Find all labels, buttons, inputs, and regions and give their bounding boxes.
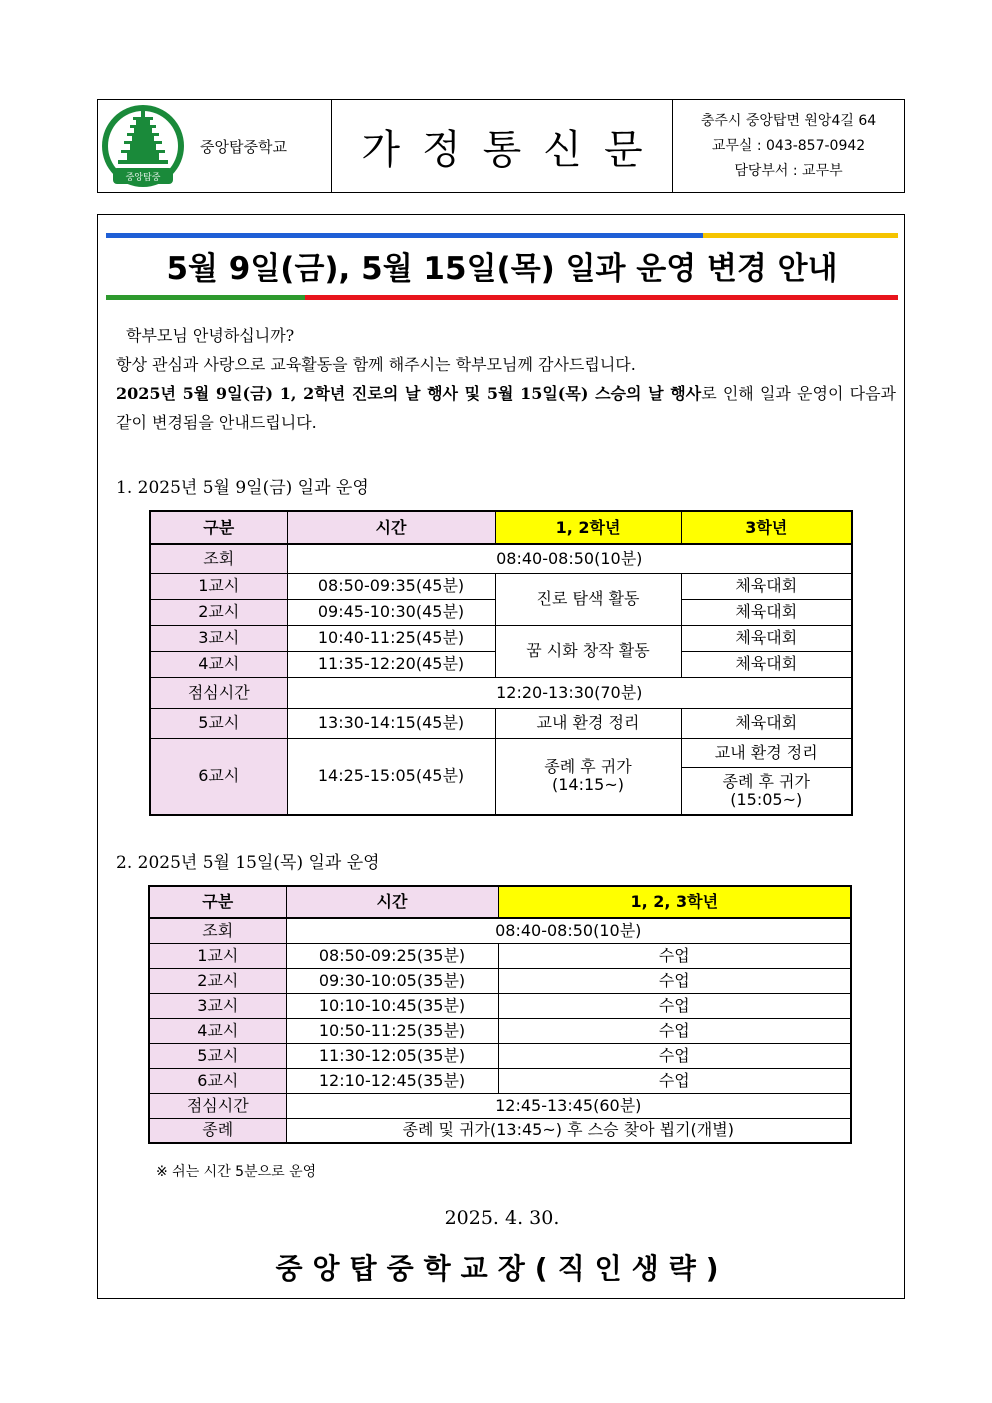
reason-paragraph	[116, 379, 896, 437]
grade3-activity: 체육대회	[681, 708, 852, 738]
table-row	[149, 1068, 851, 1093]
thanks-line: 항상 관심과 사랑으로 교육활동을 함께 해주시는 학부모님께 감사드립니다.	[116, 355, 636, 374]
top-bar-blue	[106, 233, 703, 238]
table-row	[150, 708, 852, 738]
row-time: 12:10-12:45(35분)	[286, 1068, 498, 1093]
row-label: 종례	[149, 1118, 286, 1143]
grade3-activity: 체육대회	[681, 599, 852, 625]
schedule-table-may9	[149, 510, 853, 816]
row-time: 09:30-10:05(35분)	[286, 968, 498, 993]
row-label: 3교시	[149, 993, 286, 1018]
grade3-activity	[681, 767, 852, 815]
row-activity: 수업	[498, 1043, 851, 1068]
row-time: 12:45-13:45(60분)	[286, 1093, 851, 1118]
contact-block	[673, 100, 904, 192]
grade12-activity	[495, 738, 681, 815]
bottom-bar-red	[305, 295, 898, 300]
row-label: 1교시	[150, 573, 287, 599]
header-time: 시간	[287, 511, 495, 544]
activity-line: 종례 후 귀가	[722, 771, 810, 791]
row-label: 조회	[150, 544, 287, 573]
row-label: 점심시간	[149, 1093, 286, 1118]
schedule-table-may15	[148, 885, 852, 1144]
row-activity: 수업	[498, 993, 851, 1018]
row-label: 점심시간	[150, 677, 287, 708]
row-label: 6교시	[149, 1068, 286, 1093]
bottom-bar-green	[106, 295, 305, 300]
table-row	[149, 993, 851, 1018]
row-time: 08:50-09:35(45분)	[287, 573, 495, 599]
header-grade3: 3학년	[681, 511, 852, 544]
header-category: 구분	[150, 511, 287, 544]
greeting: 학부모님 안녕하십니까?	[126, 326, 295, 345]
row-time: 08:50-09:25(35분)	[286, 943, 498, 968]
table-row	[149, 1018, 851, 1043]
section1-heading: 1. 2025년 5월 9일(금) 일과 운영	[116, 478, 369, 498]
activity-line: 종례 후 귀가	[544, 757, 632, 777]
table-row	[150, 573, 852, 599]
school-logo-icon	[100, 103, 186, 189]
row-time: 08:40-08:50(10분)	[287, 544, 852, 573]
row-label: 6교시	[150, 738, 287, 815]
grade3-activity: 교내 환경 정리	[681, 738, 852, 767]
table-row	[150, 738, 852, 767]
header-time: 시간	[286, 886, 498, 918]
table-row	[149, 943, 851, 968]
row-time: 13:30-14:15(45분)	[287, 708, 495, 738]
school-name: 중앙탑중학교	[200, 137, 287, 156]
table-header-row	[150, 511, 852, 544]
grade12-activity: 꿈 시화 창작 활동	[495, 625, 681, 677]
table-row	[150, 677, 852, 708]
break-note: ※ 쉬는 시간 5분으로 운영	[156, 1164, 317, 1180]
letter-header	[97, 99, 905, 193]
table-row	[149, 968, 851, 993]
header-grade12: 1, 2학년	[495, 511, 681, 544]
row-activity: 종례 및 귀가(13:45~) 후 스승 찾아 뵙기(개별)	[286, 1118, 851, 1143]
issue-date: 2025. 4. 30.	[444, 1207, 560, 1229]
row-label: 2교시	[149, 968, 286, 993]
notice-body	[97, 214, 905, 1299]
row-label: 1교시	[149, 943, 286, 968]
svg-text:중앙탑중: 중앙탑중	[125, 173, 161, 183]
office-phone: 교무실 : 043-857-0942	[711, 137, 866, 154]
table-row	[149, 1093, 851, 1118]
table-row	[149, 918, 851, 943]
grade3-activity: 체육대회	[681, 625, 852, 651]
row-label: 5교시	[149, 1043, 286, 1068]
row-label: 2교시	[150, 599, 287, 625]
table-row	[149, 1043, 851, 1068]
activity-line: (14:15~)	[552, 775, 624, 795]
row-activity: 수업	[498, 1018, 851, 1043]
activity-line: (15:05~)	[730, 789, 803, 809]
department: 담당부서 : 교무부	[734, 162, 843, 179]
principal-signature: 중앙탑중학교장(직인생략)	[275, 1252, 729, 1285]
row-time: 14:25-15:05(45분)	[287, 738, 495, 815]
school-block	[98, 100, 332, 192]
row-label: 4교시	[149, 1018, 286, 1043]
row-activity: 수업	[498, 968, 851, 993]
row-time: 10:50-11:25(35분)	[286, 1018, 498, 1043]
header-all-grades: 1, 2, 3학년	[498, 886, 851, 918]
table-row	[150, 544, 852, 573]
row-time: 11:30-12:05(35분)	[286, 1043, 498, 1068]
grade3-activity: 체육대회	[681, 573, 852, 599]
letter-title: 가정통신문	[361, 126, 665, 173]
row-label: 3교시	[150, 625, 287, 651]
row-label: 5교시	[150, 708, 287, 738]
row-label: 4교시	[150, 651, 287, 677]
reason-rest: 로 인해 일과 운영이 다음과 같이 변경됨을 안내드립니다.	[116, 384, 896, 432]
reason-bold: 2025년 5월 9일(금) 1, 2학년 진로의 날 행사 및 5월 15일(목) 스승의 날 행사	[116, 384, 702, 403]
title-block	[332, 100, 673, 192]
intro-text	[116, 321, 896, 437]
row-label: 조회	[149, 918, 286, 943]
row-time: 10:10-10:45(35분)	[286, 993, 498, 1018]
top-bar-yellow	[703, 233, 898, 238]
row-time: 08:40-08:50(10분)	[286, 918, 851, 943]
row-time: 10:40-11:25(45분)	[287, 625, 495, 651]
grade3-activity: 체육대회	[681, 651, 852, 677]
header-category: 구분	[149, 886, 286, 918]
row-time: 12:20-13:30(70분)	[287, 677, 852, 708]
row-time: 11:35-12:20(45분)	[287, 651, 495, 677]
row-activity: 수업	[498, 1068, 851, 1093]
table-row	[150, 625, 852, 651]
notice-title: 5월 9일(금), 5월 15일(목) 일과 운영 변경 안내	[166, 251, 838, 287]
grade12-activity: 교내 환경 정리	[495, 708, 681, 738]
row-time: 09:45-10:30(45분)	[287, 599, 495, 625]
school-address: 충주시 중앙탑면 원앙4길 64	[700, 112, 877, 129]
section2-heading: 2. 2025년 5월 15일(목) 일과 운영	[116, 853, 380, 873]
row-activity: 수업	[498, 943, 851, 968]
grade12-activity: 진로 탐색 활동	[495, 573, 681, 625]
table-header-row	[149, 886, 851, 918]
table-row	[149, 1118, 851, 1143]
